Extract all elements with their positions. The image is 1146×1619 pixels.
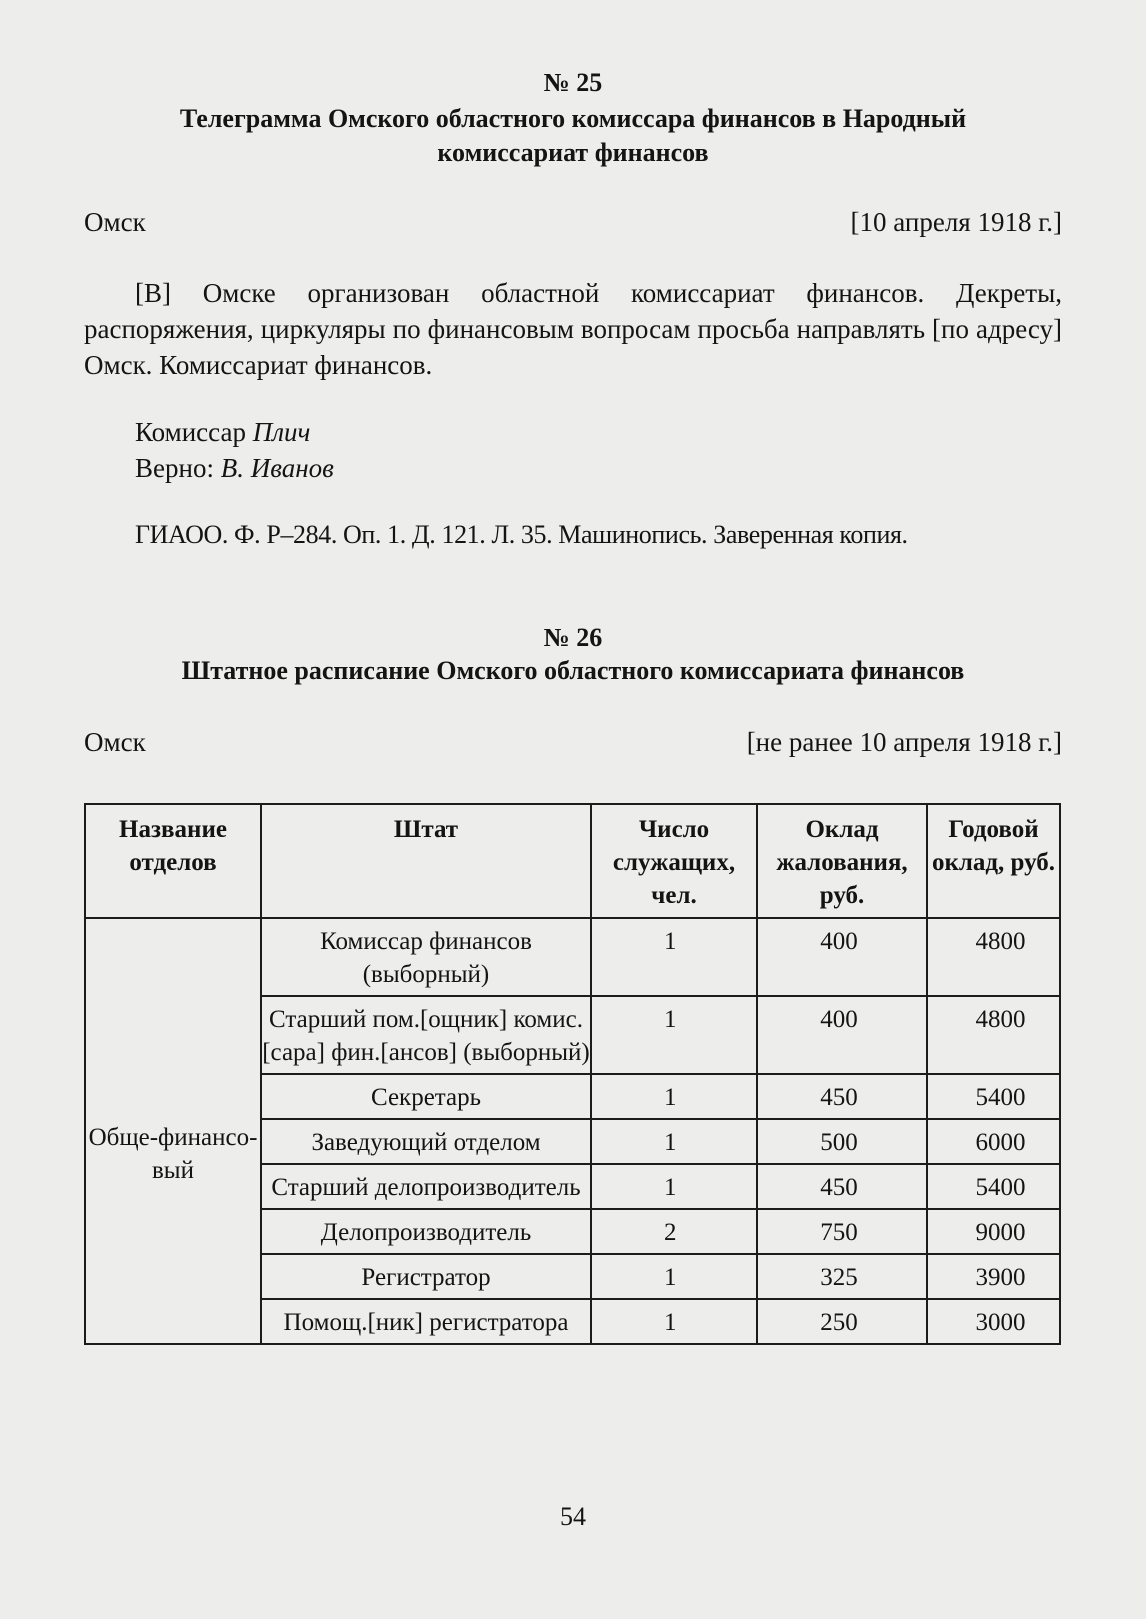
salary-cell: 450 — [757, 1164, 927, 1209]
doc25-place: Омск — [84, 207, 146, 237]
annual-cell: 6000 — [927, 1119, 1060, 1164]
count-cell: 1 — [591, 996, 757, 1074]
header-department: Название отделов — [85, 804, 261, 918]
certified-name: В. Иванов — [220, 453, 334, 483]
department-cell: Обще-финансо-вый — [85, 918, 261, 1344]
signer-role: Комиссар — [135, 417, 246, 447]
count-cell: 1 — [591, 1299, 757, 1344]
certified-label: Верно: — [135, 453, 214, 483]
doc25-date: [10 апреля 1918 г.] — [850, 207, 1062, 237]
salary-cell: 750 — [757, 1209, 927, 1254]
salary-cell: 400 — [757, 918, 927, 996]
position-cell: Секретарь — [261, 1074, 591, 1119]
header-count: Число служащих, чел. — [591, 804, 757, 918]
doc25-source: ГИАОО. Ф. Р–284. Оп. 1. Д. 121. Л. 35. Машинопись. Заверенная копия. — [135, 520, 908, 549]
annual-cell: 5400 — [927, 1074, 1060, 1119]
doc25-certification — [135, 450, 334, 486]
doc25-title: Телеграмма Омского областного комиссара финансов в Народный комиссариат финансов — [179, 104, 967, 167]
annual-cell: 3000 — [927, 1299, 1060, 1344]
position-cell: Старший делопроизводитель — [261, 1164, 591, 1209]
annual-cell: 5400 — [927, 1164, 1060, 1209]
count-cell: 1 — [591, 1119, 757, 1164]
doc26-title: Штатное расписание Омского областного комиссариата финансов — [181, 656, 965, 685]
header-annual: Годовой оклад, руб. — [927, 804, 1060, 918]
salary-cell: 450 — [757, 1074, 927, 1119]
position-cell: Заведующий отделом — [261, 1119, 591, 1164]
position-cell: Комиссар финансов (выборный) — [261, 918, 591, 996]
signer-name: Плич — [252, 417, 311, 447]
doc25-text: [В] Омске организован областной комиссариат финансов. Декреты, распоряжения, циркуляры по финансовым вопросам просьба направлять [по адресу] Омск. Комиссариат финансов. — [84, 278, 1062, 380]
doc26-number: № 26 — [543, 623, 603, 652]
table-row — [85, 918, 1060, 996]
doc25-signature — [135, 414, 310, 450]
count-cell: 1 — [591, 918, 757, 996]
annual-cell: 4800 — [927, 996, 1060, 1074]
position-cell: Старший пом.[ощник] комис.[сара] фин.[ансов] (выборный) — [261, 996, 591, 1074]
doc26-date: [не ранее 10 апреля 1918 г.] — [746, 727, 1062, 757]
annual-cell: 9000 — [927, 1209, 1060, 1254]
salary-cell: 400 — [757, 996, 927, 1074]
salary-cell: 325 — [757, 1254, 927, 1299]
staff-table — [84, 803, 1061, 1345]
salary-cell: 250 — [757, 1299, 927, 1344]
header-salary: Оклад жалования, руб. — [757, 804, 927, 918]
doc26-place: Омск — [84, 727, 146, 757]
annual-cell: 3900 — [927, 1254, 1060, 1299]
count-cell: 1 — [591, 1254, 757, 1299]
position-cell: Делопроизводитель — [261, 1209, 591, 1254]
salary-cell: 500 — [757, 1119, 927, 1164]
count-cell: 2 — [591, 1209, 757, 1254]
header-staff: Штат — [261, 804, 591, 918]
annual-cell: 4800 — [927, 918, 1060, 996]
position-cell: Помощ.[ник] регистратора — [261, 1299, 591, 1344]
position-cell: Регистратор — [261, 1254, 591, 1299]
table-header-row — [85, 804, 1060, 918]
page-number: 54 — [560, 1502, 586, 1531]
doc25-number: № 25 — [543, 68, 603, 97]
count-cell: 1 — [591, 1074, 757, 1119]
count-cell: 1 — [591, 1164, 757, 1209]
